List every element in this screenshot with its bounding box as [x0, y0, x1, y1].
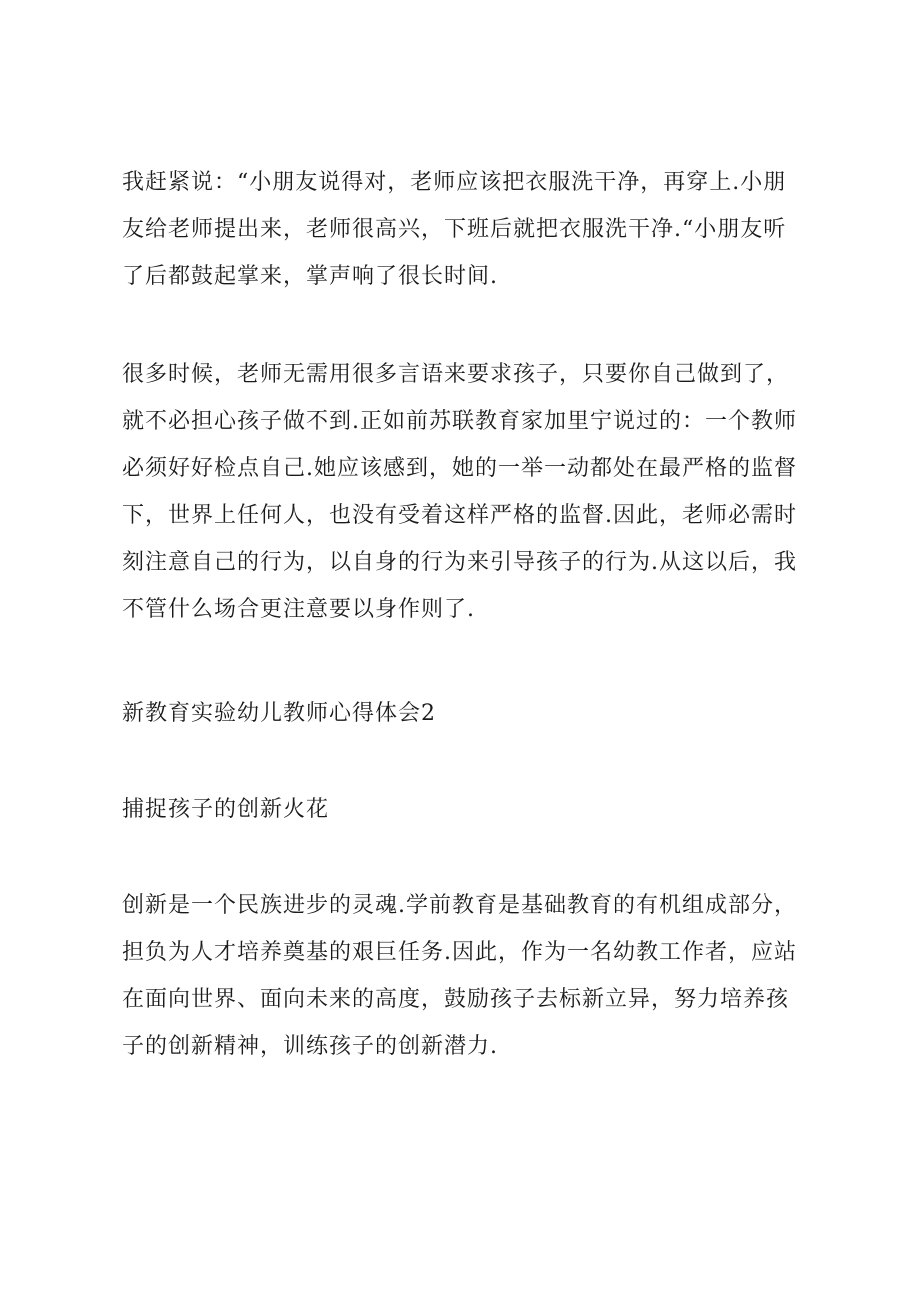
paragraph-3-line: 担负为人才培养奠基的艰巨任务.因此，作为一名幼教工作者，应站: [122, 940, 797, 965]
paragraph-1-line: 我赶紧说：“小朋友说得对，老师应该把衣服洗干净，再穿上.小朋: [122, 170, 787, 195]
paragraph-3-line: 创新是一个民族进步的灵魂.学前教育是基础教育的有机组成部分，: [122, 893, 797, 918]
paragraph-3-line: 子的创新精神，训练孩子的创新潜力.: [122, 1034, 498, 1059]
paragraph-2-line: 必须好好检点自己.她应该感到，她的一举一动都处在最严格的监督: [122, 456, 797, 481]
paragraph-1: [122, 159, 812, 300]
paragraph-3-line: 在面向世界、面向未来的高度，鼓励孩子去标新立异，努力培养孩: [122, 987, 790, 1012]
section-title-text: 新教育实验幼儿教师心得体会2: [122, 701, 436, 726]
paragraph-2-line: 不管什么场合更注意要以身作则了.: [122, 597, 475, 622]
paragraph-2-line: 就不必担心孩子做不到.正如前苏联教育家加里宁说过的：一个教师: [122, 409, 797, 434]
subsection-title-text: 捕捉孩子的创新火花: [122, 797, 330, 822]
paragraph-1-line: 了后都鼓起掌来，掌声响了很长时间.: [122, 264, 498, 289]
paragraph-2-line: 下，世界上任何人，也没有受着这样严格的监督.因此，老师必需时: [122, 503, 797, 528]
paragraph-2-line: 刻注意自己的行为，以自身的行为来引导孩子的行为.从这以后，我: [122, 550, 797, 575]
paragraph-2: [122, 351, 812, 633]
section-title: [122, 690, 812, 737]
paragraph-2-line: 很多时候，老师无需用很多言语来要求孩子，只要你自己做到了，: [122, 362, 790, 387]
paragraph-3: [122, 882, 812, 1070]
subsection-title: [122, 786, 812, 833]
paragraph-1-line: 友给老师提出来，老师很高兴，下班后就把衣服洗干净.“小朋友听: [122, 217, 787, 242]
